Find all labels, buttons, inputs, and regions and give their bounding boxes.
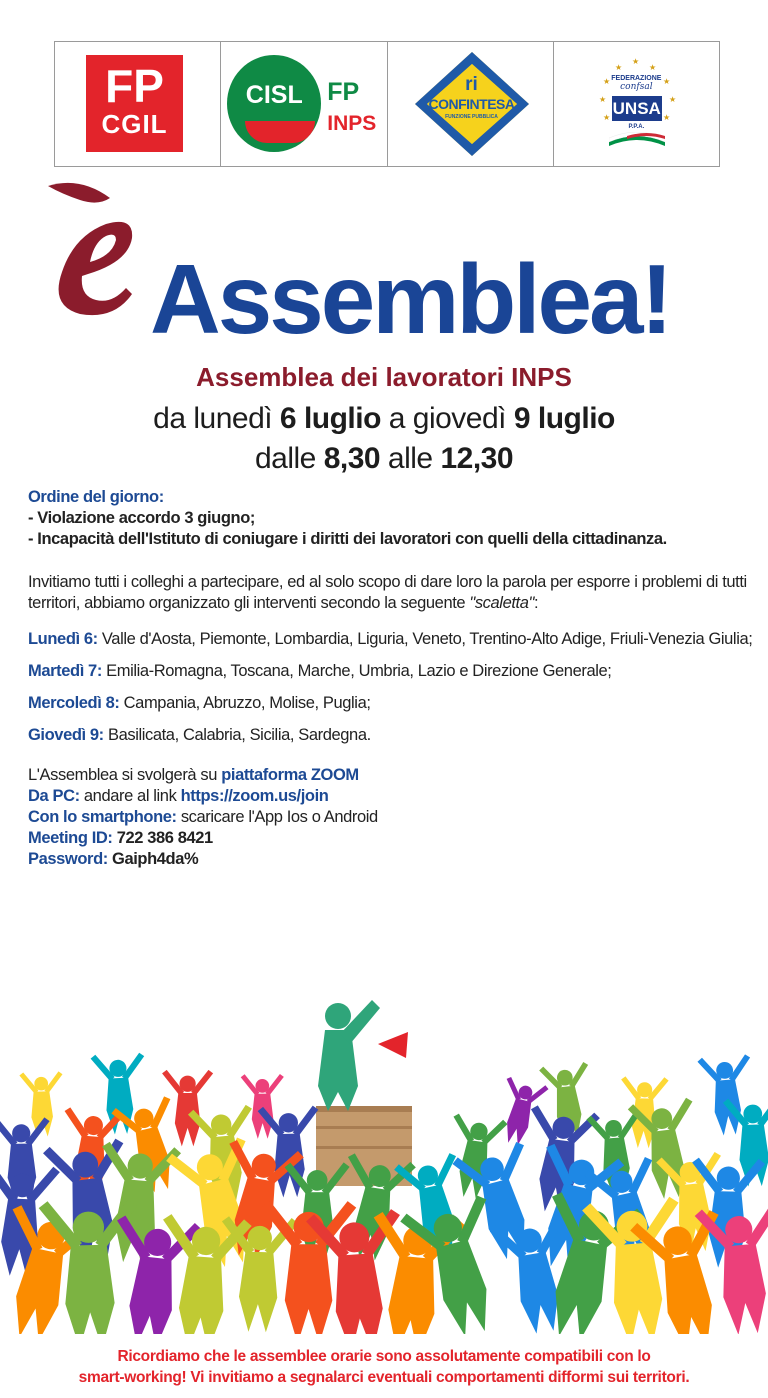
cisl-swoosh (245, 121, 315, 143)
schedule-item (28, 629, 758, 650)
unsa-confsal: confsal (620, 82, 653, 92)
schedule-item (28, 725, 758, 746)
zoom-meeting-id: 722 386 8421 (112, 829, 213, 847)
zoom-phone-label: Con lo smartphone: (28, 808, 177, 826)
footer-note (0, 1346, 768, 1388)
intro-paragraph (28, 572, 758, 614)
time-start: 8,30 (323, 442, 381, 475)
schedule-regions: Campania, Abruzzo, Molise, Puglia; (119, 694, 371, 712)
confintesa-mark: ri (465, 74, 478, 95)
svg-text:★: ★ (668, 95, 676, 104)
schedule-item (28, 661, 758, 682)
unsa-pa: P.P.A. (628, 124, 645, 130)
agenda-item-2: - Incapacità dell'Istituto di coniugare i diritti dei lavoratori con quelli della cittadinanza. (28, 530, 667, 548)
svg-text:★: ★ (662, 113, 670, 122)
svg-text:★: ★ (614, 63, 622, 72)
confintesa-name: CONFINTESA (428, 96, 515, 112)
logo-fp-cgil (55, 42, 221, 166)
zoom-password-line (28, 849, 758, 870)
svg-text:★: ★ (602, 77, 610, 86)
intro-text: Invitiamo tutti i colleghi a partecipare, ed al solo scopo di dare loro la parola per esporre i problemi di tutti territori, abbiamo organizzato gli interventi secondo la seguente (28, 573, 747, 612)
fp-cgil-badge (86, 55, 183, 152)
italian-flag-icon (609, 132, 665, 146)
fp-cgil-line1: FP (105, 60, 164, 112)
schedule-regions: Valle d'Aosta, Piemonte, Lombardia, Liguria, Veneto, Trentino-Alto Adige, Friuli-Venezia Giulia; (97, 630, 753, 648)
footer-line-2: smart-working! Vi invitiamo a segnalarci eventuali comportamenti difformi sui territori. (78, 1369, 690, 1386)
e-accent-icon (40, 176, 152, 326)
date-start: 6 luglio (279, 402, 381, 435)
zoom-link[interactable]: https://zoom.us/join (180, 787, 329, 805)
date-end: 9 luglio (513, 402, 615, 435)
date-prefix: da lunedì (153, 402, 280, 435)
svg-text:★: ★ (662, 77, 670, 86)
cisl-name: CISL (245, 81, 303, 109)
zoom-pc-line (28, 786, 758, 807)
unsa-federazione: FEDERAZIONE (611, 75, 662, 82)
unsa-name: UNSA (612, 96, 662, 121)
logo-strip (54, 41, 720, 167)
time-middle: alle (380, 442, 441, 475)
zoom-platform-name: piattaforma ZOOM (221, 766, 359, 784)
zoom-meeting-label: Meeting ID: (28, 829, 113, 847)
zoom-info (28, 765, 758, 870)
logo-unsa (554, 42, 719, 166)
footer-line-1: Ricordiamo che le assemblee orarie sono assolutamente compatibili con lo (117, 1348, 651, 1365)
intro-emphasis: "scaletta" (469, 594, 534, 612)
schedule-regions: Emilia-Romagna, Toscana, Marche, Umbria, Lazio e Direzione Generale; (101, 662, 612, 680)
zoom-meeting-line (28, 828, 758, 849)
cisl-oval (227, 55, 321, 152)
svg-text:★: ★ (602, 113, 610, 122)
cisl-fp: FP (327, 78, 360, 106)
time-range (0, 442, 768, 476)
zoom-platform-text: L'Assemblea si svolgerà su (28, 766, 222, 784)
zoom-phone-line (28, 807, 758, 828)
zoom-pc-text: andare al link (79, 787, 181, 805)
zoom-password: Gaiph4da% (107, 850, 199, 868)
agenda-item-1: - Violazione accordo 3 giugno; (28, 509, 255, 527)
svg-text:★: ★ (631, 57, 639, 66)
cisl-inps: INPS (327, 112, 377, 135)
svg-text:★: ★ (598, 95, 606, 104)
crowd-figures-icon (0, 996, 768, 1334)
page-title: Assemblea! (150, 244, 671, 354)
logo-cisl-fp-inps (221, 42, 387, 166)
fp-cgil-line2: CGIL (101, 109, 168, 139)
subtitle: Assemblea dei lavoratori INPS (196, 362, 572, 392)
logo-confintesa (388, 42, 554, 166)
zoom-pc-label: Da PC: (28, 787, 80, 805)
intro-end: : (533, 594, 539, 612)
crowd-illustration (0, 996, 768, 1334)
schedule-day: Giovedì 9: (28, 726, 104, 744)
schedule-day: Martedì 7: (28, 662, 102, 680)
schedule-day: Mercoledì 8: (28, 694, 120, 712)
zoom-platform-line (28, 765, 758, 786)
time-end: 12,30 (440, 442, 514, 475)
main-content (28, 487, 758, 870)
zoom-phone-text: scaricare l'App Ios o Android (176, 808, 378, 826)
time-prefix: dalle (254, 442, 324, 475)
zoom-password-label: Password: (28, 850, 108, 868)
date-range (0, 402, 768, 436)
svg-text:★: ★ (648, 63, 656, 72)
schedule-regions: Basilicata, Calabria, Sicilia, Sardegna. (103, 726, 371, 744)
date-middle: a giovedì (380, 402, 514, 435)
agenda-heading: Ordine del giorno: (28, 488, 164, 506)
schedule-day: Lunedì 6: (28, 630, 98, 648)
confintesa-sub: FUNZIONE PUBBLICA (445, 114, 498, 120)
schedule-item (28, 693, 758, 714)
